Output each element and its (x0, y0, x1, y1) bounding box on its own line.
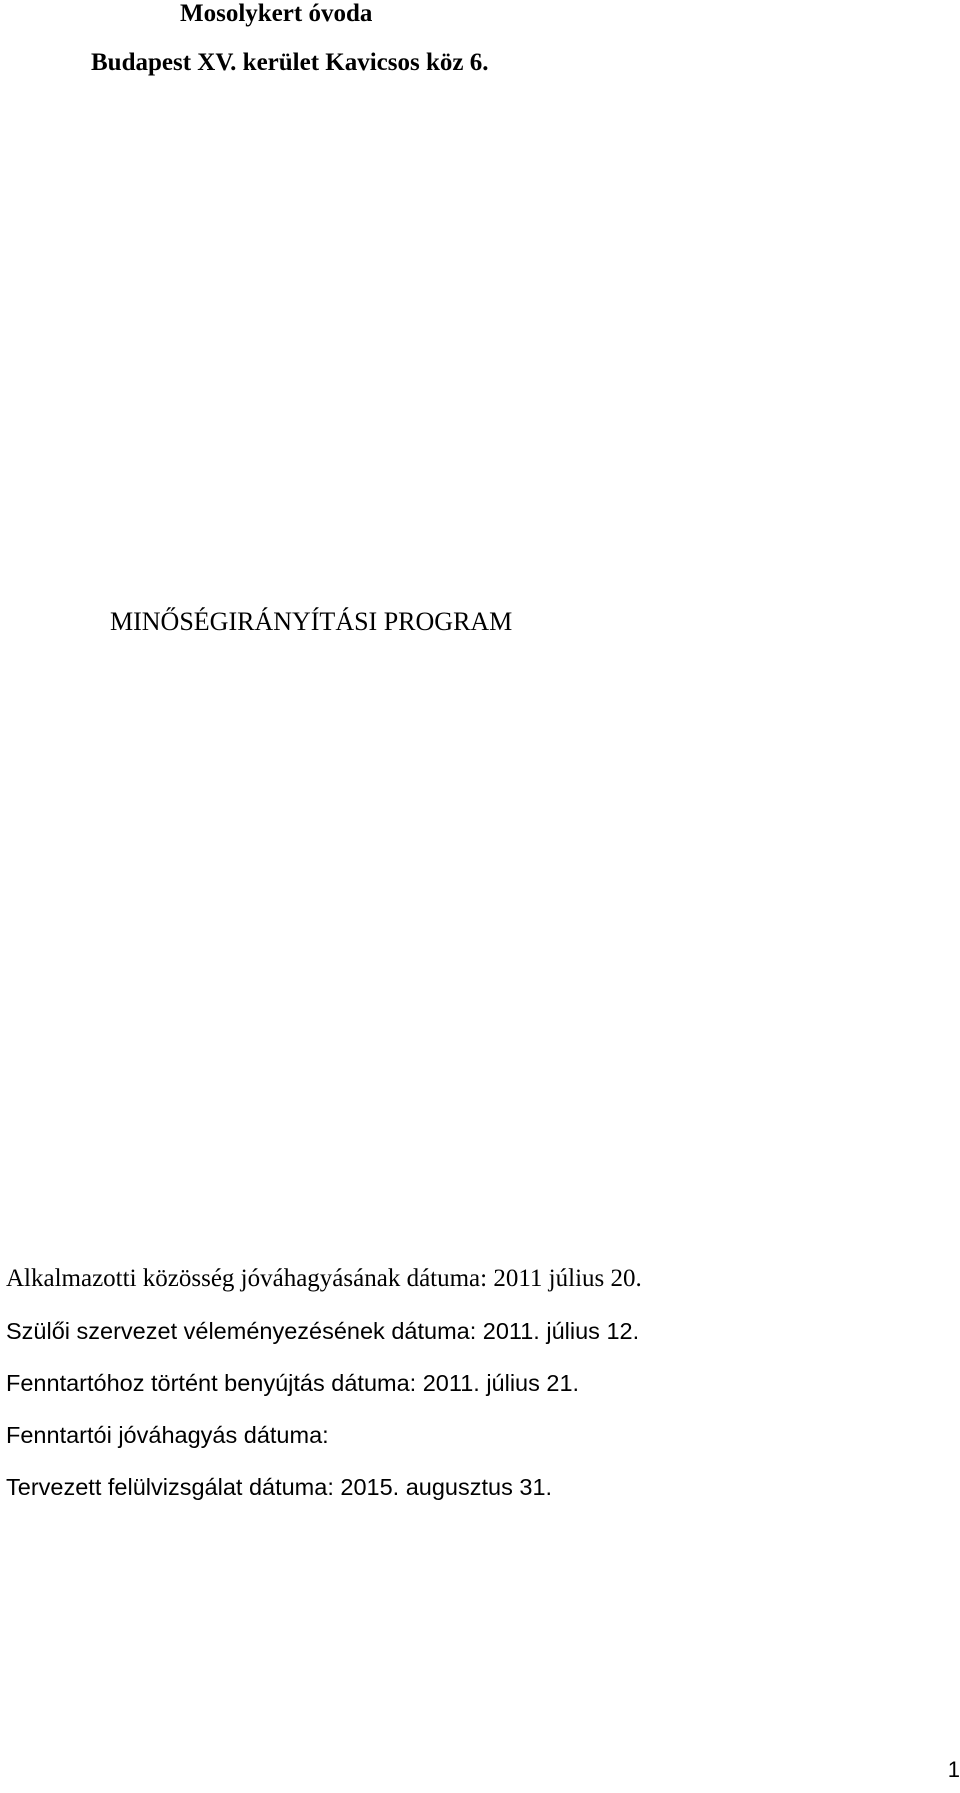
program-title: MINŐSÉGIRÁNYÍTÁSI PROGRAM (110, 607, 513, 636)
school-address: Budapest XV. kerület Kavicsos köz 6. (91, 49, 489, 76)
staff-approval-date: Alkalmazotti közösség jóváhagyásának dátuma: 2011 július 20. (6, 1265, 642, 1292)
approval-dates (6, 1262, 642, 1522)
submission-date: Fenntartóhoz történt benyújtás dátuma: 2011. július 21. (6, 1370, 580, 1396)
parent-review-date: Szülői szervezet véleményezésének dátuma: 2011. július 12. (6, 1318, 640, 1344)
school-name: Mosolykert óvoda (180, 0, 373, 27)
planned-review-date: Tervezett felülvizsgálat dátuma: 2015. augusztus 31. (6, 1474, 553, 1500)
page-number: 1 (947, 1757, 960, 1782)
maintainer-approval-date: Fenntartói jóváhagyás dátuma: (6, 1422, 329, 1448)
